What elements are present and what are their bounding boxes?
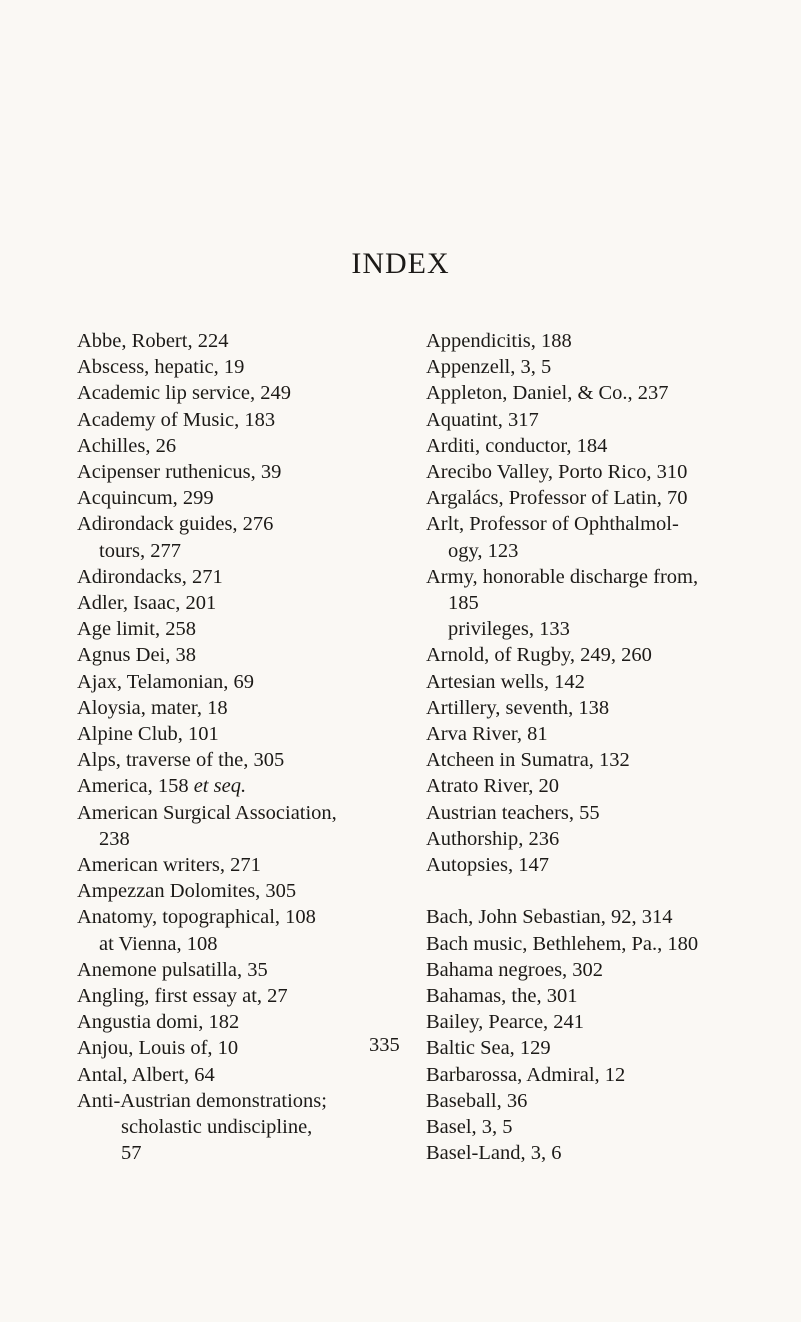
index-entry: Barbarossa, Admiral, 12 [426,1063,626,1086]
index-entry: Authorship, 236 [426,827,560,850]
index-entry: Artesian wells, 142 [426,670,585,693]
index-entry: American writers, 271 [77,854,261,877]
index-entry: Aloysia, mater, 18 [77,696,228,719]
index-entry: Academic lip service, 249 [77,382,292,405]
index-column-left [77,328,397,1167]
index-entry-continuation: ogy, 123 [448,539,519,562]
index-entry-continuation: 238 [99,827,130,850]
index-entry: Abbe, Robert, 224 [77,330,229,352]
index-entry-italic: et seq. [193,775,247,798]
index-entry: Acquincum, 299 [77,487,214,510]
index-entry-continuation: 185 [448,592,479,615]
index-entry: Aquatint, 317 [426,408,539,431]
index-column-right [426,328,796,1166]
index-entry-continuation: scholastic undiscipline, [121,1116,313,1139]
index-entry: Angustia domi, 182 [77,1011,240,1034]
index-entry: Adirondacks, 271 [77,565,223,588]
index-entry: Anjou, Louis of, 10 [77,1037,239,1060]
index-entry: Bahama negroes, 302 [426,958,604,981]
index-entry: Baltic Sea, 129 [426,1037,551,1060]
index-entry: Appenzell, 3, 5 [426,356,552,379]
index-entry: Anemone pulsatilla, 35 [77,958,268,981]
index-entry: Alpine Club, 101 [77,723,219,746]
index-entry: Austrian teachers, 55 [426,801,600,824]
index-entry: Alps, traverse of the, 305 [77,749,285,772]
index-entry [77,773,397,799]
index-entry: Arditi, conductor, 184 [426,434,608,457]
index-entry: American Surgical Association, [77,801,337,824]
index-entry: Adirondack guides, 276 [77,513,274,536]
index-entry: Adler, Isaac, 201 [77,592,217,615]
index-entry: Bahamas, the, 301 [426,985,578,1008]
index-entry: Antal, Albert, 64 [77,1063,215,1086]
index-entry: Basel-Land, 3, 6 [426,1142,562,1165]
index-entry: Acipenser ruthenicus, 39 [77,461,282,484]
index-entry: Anatomy, topographical, 108 [77,906,316,929]
index-entry: Bach music, Bethlehem, Pa., 180 [426,932,699,955]
index-entry: Artillery, seventh, 138 [426,696,610,719]
index-entry: Atcheen in Sumatra, 132 [426,749,630,772]
index-entry-text: America, 158 [77,775,189,798]
index-entry: Angling, first essay at, 27 [77,985,288,1008]
index-entry: Achilles, 26 [77,434,177,457]
index-entry: Argalács, Professor of Latin, 70 [426,487,688,510]
index-entry: Arecibo Valley, Porto Rico, 310 [426,461,688,484]
index-entry: Army, honorable discharge from, [426,565,699,588]
page-title: INDEX [351,247,450,280]
index-entry: Basel, 3, 5 [426,1116,513,1139]
index-subentry: at Vienna, 108 [99,932,218,955]
index-entry: Anti-Austrian demonstrations; [77,1089,327,1112]
index-entry: Appleton, Daniel, & Co., 237 [426,382,669,405]
index-entry: Ampezzan Dolomites, 305 [77,880,297,903]
index-entry: Bach, John Sebastian, 92, 314 [426,906,673,929]
index-entry: Ajax, Telamonian, 69 [77,670,254,693]
index-entry: Arva River, 81 [426,723,548,746]
index-entry: Autopsies, 147 [426,854,549,877]
index-entry: Bailey, Pearce, 241 [426,1011,585,1034]
index-entry: Appendicitis, 188 [426,330,572,352]
index-entry: Agnus Dei, 38 [77,644,197,667]
index-entry: Arlt, Professor of Ophthalmol- [426,513,679,536]
index-subentry: privileges, 133 [448,618,570,641]
index-entry: Baseball, 36 [426,1089,528,1112]
index-entry: Arnold, of Rugby, 249, 260 [426,644,652,667]
index-entry: Abscess, hepatic, 19 [77,356,245,379]
index-entry: Atrato River, 20 [426,775,559,798]
page-number: 335 [369,1034,400,1056]
index-entry: Age limit, 258 [77,618,197,641]
index-subentry: tours, 277 [99,539,181,562]
index-entry: Academy of Music, 183 [77,408,276,431]
index-entry-continuation: 57 [121,1142,142,1165]
letter-section-gap [426,878,796,904]
